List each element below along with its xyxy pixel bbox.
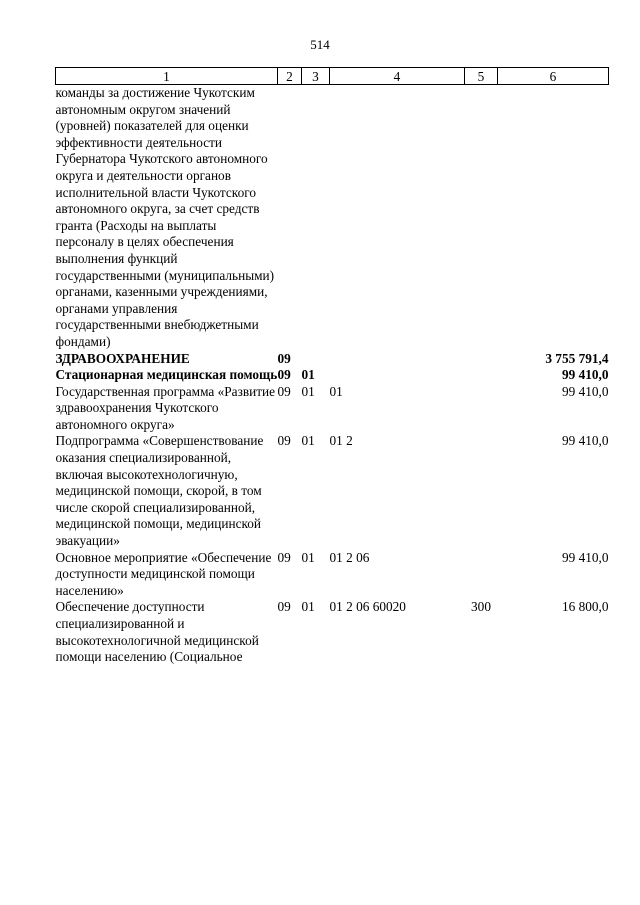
row-name: Стационарная медицинская помощь xyxy=(55,367,278,383)
table-row xyxy=(56,384,609,434)
table-row xyxy=(56,367,609,384)
row-amount: 99 410,0 xyxy=(561,549,609,565)
row-amount: 99 410,0 xyxy=(561,383,609,399)
row-expense-type-code xyxy=(465,351,498,368)
row-expense-type-code xyxy=(465,384,498,434)
row-subsection-code: 01 xyxy=(301,383,315,399)
row-section-code: 09 xyxy=(277,599,291,615)
table-row xyxy=(56,433,609,549)
column-header: 6 xyxy=(498,68,609,85)
row-name: Обеспечение доступности специализированной и высокотехнологичной медицинской помощи населению (Социальное xyxy=(55,599,259,665)
row-subsection-code: 01 xyxy=(301,433,315,449)
row-name: ЗДРАВООХРАНЕНИЕ xyxy=(55,350,190,366)
row-name: Государственная программа «Развитие здравоохранения Чукотского автономного округа» xyxy=(55,383,276,432)
row-subsection-code: 01 xyxy=(301,599,315,615)
table-row xyxy=(56,550,609,600)
row-expense-type-code: 300 xyxy=(471,599,491,615)
row-expense-type-code xyxy=(465,550,498,600)
table-header-row xyxy=(56,68,609,85)
row-section-code: 09 xyxy=(277,367,291,383)
row-expense-type-code xyxy=(465,433,498,549)
row-subsection-code: 01 xyxy=(301,549,315,565)
table-row xyxy=(56,599,609,665)
row-section-code: 09 xyxy=(277,549,291,565)
table-row xyxy=(56,85,609,351)
row-subsection-code xyxy=(302,85,330,351)
row-target-code xyxy=(330,85,465,351)
row-amount xyxy=(498,85,609,351)
column-header: 2 xyxy=(278,68,302,85)
row-target-code: 01 2 06 60020 xyxy=(329,599,406,615)
row-name: команды за достижение Чукотским автономным округом значений (уровней) показателей для оценки эффективности деятельности Губернатора Чукотского автономного округа и деятельности органов исполнительной власти Чукотского автономного округа, за счет средств гранта (Расходы на выплаты персоналу в целях обеспечения выполнения функций государственными (муниципальными) органами, казенными учреждениями, органами управления государственными внебюджетными фондами) xyxy=(55,85,275,349)
row-target-code: 01 2 06 xyxy=(329,549,370,565)
column-header: 1 xyxy=(56,68,278,85)
row-target-code: 01 xyxy=(329,383,343,399)
row-target-code xyxy=(330,367,465,384)
column-header: 5 xyxy=(465,68,498,85)
budget-table xyxy=(55,67,609,666)
column-header: 4 xyxy=(330,68,465,85)
row-section-code: 09 xyxy=(277,383,291,399)
row-section-code: 09 xyxy=(277,350,291,366)
row-name: Основное мероприятие «Обеспечение доступности медицинской помощи населению» xyxy=(55,549,272,598)
row-amount: 99 410,0 xyxy=(561,433,609,449)
row-section-code: 09 xyxy=(277,433,291,449)
row-name: Подпрограмма «Совершенствование оказания специализированной, включая высокотехнологичную, медицинской помощи, скорой, в том числе скорой специализированной, медицинской помощи, медицинской эвакуации» xyxy=(55,433,264,549)
row-amount: 3 755 791,4 xyxy=(545,350,609,366)
row-target-code: 01 2 xyxy=(329,433,353,449)
row-amount: 16 800,0 xyxy=(561,599,609,615)
table-row xyxy=(56,351,609,368)
row-section-code xyxy=(278,85,302,351)
row-expense-type-code xyxy=(465,367,498,384)
row-expense-type-code xyxy=(465,85,498,351)
page-number: 514 xyxy=(310,37,330,52)
row-amount: 99 410,0 xyxy=(561,367,609,383)
column-header: 3 xyxy=(302,68,330,85)
row-subsection-code xyxy=(302,351,330,368)
row-subsection-code: 01 xyxy=(301,367,315,383)
row-target-code xyxy=(330,351,465,368)
